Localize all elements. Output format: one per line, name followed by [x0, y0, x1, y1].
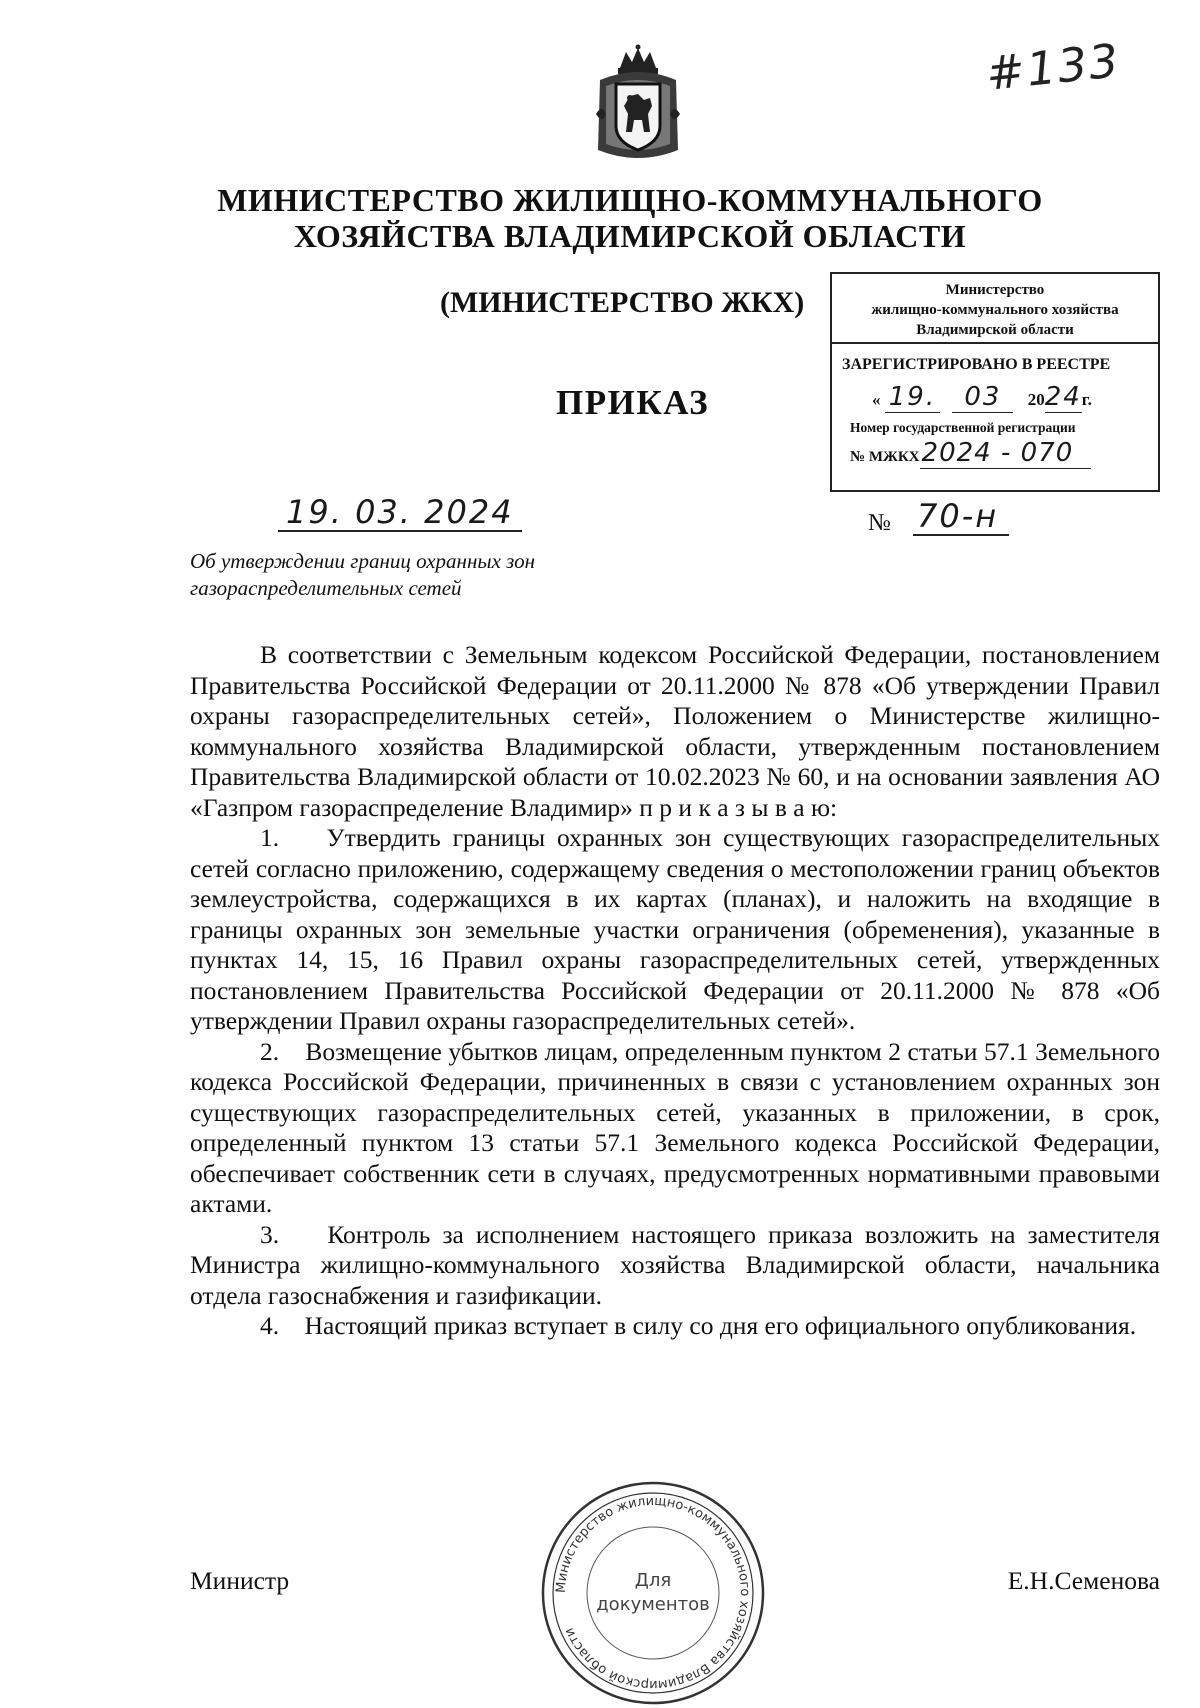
order-item-3-number: 3.	[260, 1219, 280, 1249]
registration-date-open-quote: «	[872, 390, 881, 409]
order-item-1-number: 1.	[260, 823, 280, 852]
seal-inner-ring	[587, 1527, 719, 1659]
registration-date-year-unit: г.	[1081, 390, 1092, 409]
registration-number	[832, 436, 1158, 468]
order-subject: Об утверждении границ охранных зон газораспределительных сетей	[190, 549, 536, 600]
registered-label: ЗАРЕГИСТРИРОВАНО В РЕЕСТРЕ	[842, 356, 1111, 373]
seal-center-line-1: Для	[634, 1570, 672, 1591]
registration-number-prefix: № МЖКХ	[850, 449, 920, 465]
ministry-title-line-2: ХОЗЯЙСТВА ВЛАДИМИРСКОЙ ОБЛАСТИ	[293, 218, 967, 254]
order-item-2	[190, 1037, 1160, 1220]
order-item-1-text: Утвердить границы охранных зон существующих газораспределительных сетей согласно приложению, содержащему сведения о местоположении границ объектов землеустройства, содержащихся в их картах (планах), и наложить на входящие в границы охранных зон земельные участки ограничения (обременения), указанные в пунктах 14, 15, 16 Правил охраны газораспределительных сетей, утвержденных постановлением Правительства Российской Федерации от 20.11.2000 № 878 «Об утверждении Правил охраны газораспределительных сетей».	[190, 823, 1160, 1035]
registration-stamp	[830, 272, 1160, 492]
signer-position: Министр	[190, 1566, 290, 1595]
order-preamble: В соответствии с Земельным кодексом Российской Федерации, постановлением Правительства Российской Федерации от 20.11.2000 № 878 «Об утверждении Правил охраны газораспределительных сетей», Положением о Министерстве жилищно-коммунального хозяйства Владимирской области, утвержденным постановлением Правительства Владимирской области от 10.02.2023 № 60, и на основании заявления АО «Газпром газораспределение Владимир» п р и к а з ы в а ю:	[190, 640, 1160, 822]
order-date: 19. 03. 2024	[278, 494, 522, 532]
signer-name: Е.Н.Семенова	[1007, 1566, 1160, 1595]
registration-date-year-prefix: 20	[1027, 390, 1045, 409]
seal-center-line-2: документов	[596, 1594, 710, 1615]
ministry-short-name: (МИНИСТЕРСТВО ЖКХ)	[440, 286, 805, 319]
corner-handwritten-number: #133	[983, 33, 1123, 101]
order-item-4-number: 4.	[260, 1311, 280, 1340]
registration-date-month: 03	[952, 382, 1013, 413]
seal-ring-text: Министерство жилищно-коммунального хозяйства Владимирской области	[553, 1493, 753, 1693]
document-type-title: ПРИКАЗ	[556, 383, 710, 422]
registration-stamp-organization: Министерство жилищно-коммунального хозяйства Владимирской области	[832, 274, 1158, 344]
order-item-4	[190, 1311, 1160, 1342]
order-number-label: №	[868, 510, 891, 536]
registration-date-year-suffix: 24	[1044, 382, 1082, 412]
state-registration-label: Номер государственной регистрации	[850, 420, 1076, 435]
order-item-2-text: Возмещение убытков лицам, определенным пунктом 2 статьи 57.1 Земельного кодекса Российской Федерации, причиненных в связи с установлением охранных зон существующих газораспределительных сетей, указанных в приложении, в срок, определенный пунктом 13 статьи 57.1 Земельного кодекса Российской Федерации, обеспечивает собственник сети в случаях, предусмотренных нормативными правовыми актами.	[190, 1036, 1160, 1218]
order-item-2-number: 2.	[260, 1036, 280, 1066]
registration-date	[832, 374, 1158, 410]
registration-number-value: 2024 - 070	[920, 438, 1092, 469]
order-item-1	[190, 823, 1160, 1037]
official-seal	[538, 1478, 768, 1708]
order-number-value: 70-н	[913, 498, 1009, 536]
order-body	[190, 640, 1160, 1342]
registration-date-day: 19.	[885, 382, 940, 413]
order-item-3	[190, 1220, 1160, 1312]
order-item-3-text: Контроль за исполнением настоящего приказа возложить на заместителя Министра жилищно-коммунального хозяйства Владимирской области, начальника отдела газоснабжения и газификации.	[190, 1219, 1160, 1310]
vladimir-region-coat-of-arms-icon	[592, 44, 684, 164]
ministry-title-line-1: МИНИСТЕРСТВО ЖИЛИЩНО-КОММУНАЛЬНОГО	[217, 182, 1043, 218]
seal-outer-ring	[543, 1483, 763, 1703]
order-item-4-text: Настоящий приказ вступает в силу со дня его официального опубликования.	[304, 1311, 1137, 1340]
ministry-title	[160, 182, 1100, 254]
